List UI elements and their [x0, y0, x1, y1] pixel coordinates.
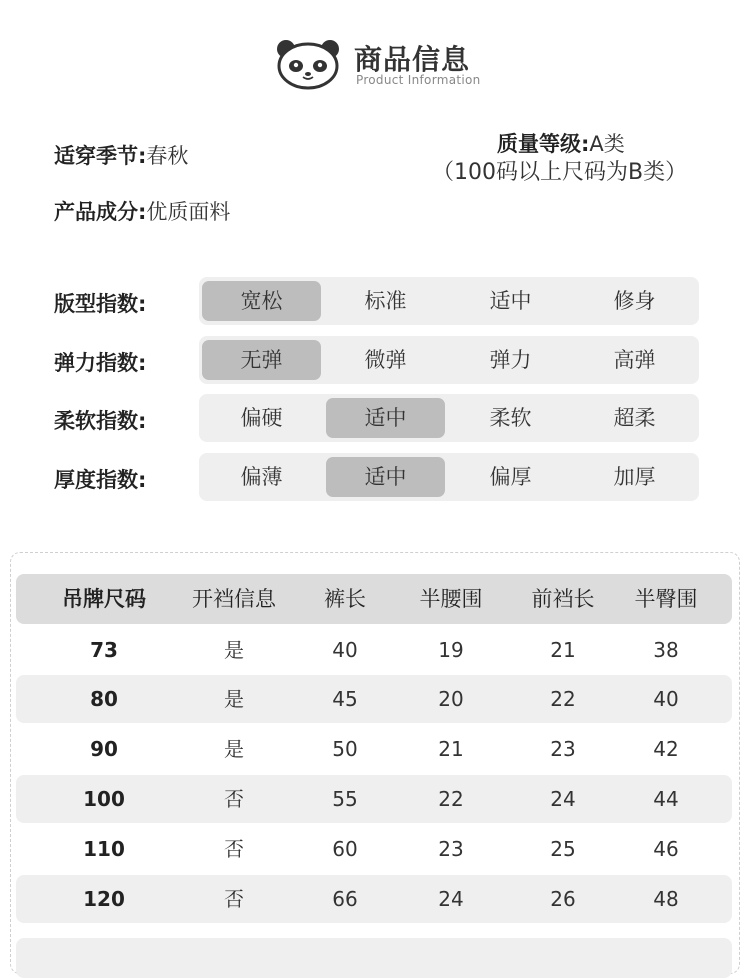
- fit-index-label: 版型指数:: [54, 292, 147, 316]
- cell-crotch: 否: [224, 887, 244, 911]
- table-row: [16, 626, 732, 674]
- cell-hip: 38: [653, 638, 679, 662]
- fit-index-track: [199, 277, 699, 325]
- cell-waist: 21: [438, 737, 464, 761]
- fit-option-loose: 宽松: [202, 281, 321, 321]
- material-label: 产品成分:: [54, 200, 147, 224]
- softness-index-row: [0, 394, 750, 442]
- size-note-box: [16, 938, 732, 978]
- cell-length: 50: [332, 737, 358, 761]
- season-value: 春秋: [146, 144, 189, 168]
- thickness-option-thin: 偏薄: [240, 465, 283, 489]
- cell-crotch: 是: [224, 687, 244, 711]
- material-value: 优质面料: [146, 200, 231, 224]
- table-row: [16, 775, 732, 823]
- header-half-waist: 半腰围: [419, 587, 483, 611]
- season-info: [54, 140, 188, 170]
- stretch-option-stretch: 弹力: [489, 348, 532, 372]
- stretch-option-high: 高弹: [613, 348, 656, 372]
- quality-info: [497, 128, 625, 158]
- cell-size: 80: [90, 687, 118, 711]
- stretch-option-none: 无弹: [202, 340, 321, 380]
- cell-hip: 40: [653, 687, 679, 711]
- fit-index-row: [0, 277, 750, 325]
- stretch-option-slight: 微弹: [364, 348, 407, 372]
- cell-rise: 26: [550, 887, 576, 911]
- table-row: [16, 875, 732, 923]
- cell-hip: 48: [653, 887, 679, 911]
- thickness-index-track: [199, 453, 699, 501]
- cell-size: 100: [83, 787, 125, 811]
- header-front-rise: 前裆长: [531, 587, 595, 611]
- softness-option-soft: 柔软: [489, 406, 532, 430]
- softness-option-supersoft: 超柔: [613, 406, 656, 430]
- stretch-index-row: [0, 336, 750, 384]
- softness-index-label: 柔软指数:: [54, 409, 147, 433]
- header-crotch-info: 开裆信息: [192, 587, 276, 611]
- cell-crotch: 否: [224, 837, 244, 861]
- cell-rise: 21: [550, 638, 576, 662]
- thickness-index-label: 厚度指数:: [54, 468, 147, 492]
- thickness-index-row: [0, 453, 750, 501]
- stretch-index-track: [199, 336, 699, 384]
- cell-length: 55: [332, 787, 358, 811]
- cell-rise: 24: [550, 787, 576, 811]
- cell-length: 45: [332, 687, 358, 711]
- quality-label: 质量等级:: [497, 132, 590, 156]
- table-row: [16, 825, 732, 873]
- stretch-index-label: 弹力指数:: [54, 351, 147, 375]
- softness-index-track: [199, 394, 699, 442]
- fit-option-moderate: 适中: [489, 289, 532, 313]
- fit-option-slim: 修身: [613, 289, 656, 313]
- cell-length: 66: [332, 887, 358, 911]
- cell-waist: 19: [438, 638, 464, 662]
- table-row: [16, 725, 732, 773]
- page-title: 商品信息: [354, 43, 471, 76]
- cell-waist: 22: [438, 787, 464, 811]
- header-tag-size: 吊牌尺码: [62, 587, 146, 611]
- size-table-header: [16, 574, 732, 624]
- cell-size: 110: [83, 837, 125, 861]
- cell-length: 40: [332, 638, 358, 662]
- cell-size: 90: [90, 737, 118, 761]
- cell-crotch: 是: [224, 737, 244, 761]
- softness-option-stiff: 偏硬: [240, 406, 283, 430]
- fit-option-standard: 标准: [364, 289, 407, 313]
- thickness-option-thick: 偏厚: [489, 465, 532, 489]
- cell-crotch: 是: [224, 638, 244, 662]
- cell-length: 60: [332, 837, 358, 861]
- cell-hip: 46: [653, 837, 679, 861]
- section-header: [0, 36, 750, 92]
- cell-rise: 23: [550, 737, 576, 761]
- cell-waist: 24: [438, 887, 464, 911]
- table-row: [16, 675, 732, 723]
- thickness-option-extra-thick: 加厚: [613, 465, 656, 489]
- cell-rise: 25: [550, 837, 576, 861]
- material-info: [54, 196, 230, 226]
- cell-hip: 42: [653, 737, 679, 761]
- header-pants-length: 裤长: [324, 587, 366, 611]
- thickness-option-moderate: 适中: [326, 457, 445, 497]
- cell-waist: 20: [438, 687, 464, 711]
- cell-crotch: 否: [224, 787, 244, 811]
- quality-note: （100码以上尺码为B类）: [432, 160, 688, 185]
- page-subtitle: Product Information: [356, 73, 481, 87]
- cell-size: 120: [83, 887, 125, 911]
- cell-hip: 44: [653, 787, 679, 811]
- quality-value: A类: [589, 132, 625, 156]
- cell-size: 73: [90, 638, 118, 662]
- cell-rise: 22: [550, 687, 576, 711]
- cell-waist: 23: [438, 837, 464, 861]
- season-label: 适穿季节:: [54, 144, 147, 168]
- header-half-hip: 半臀围: [634, 587, 698, 611]
- panda-icon: [274, 38, 342, 90]
- softness-option-moderate: 适中: [326, 398, 445, 438]
